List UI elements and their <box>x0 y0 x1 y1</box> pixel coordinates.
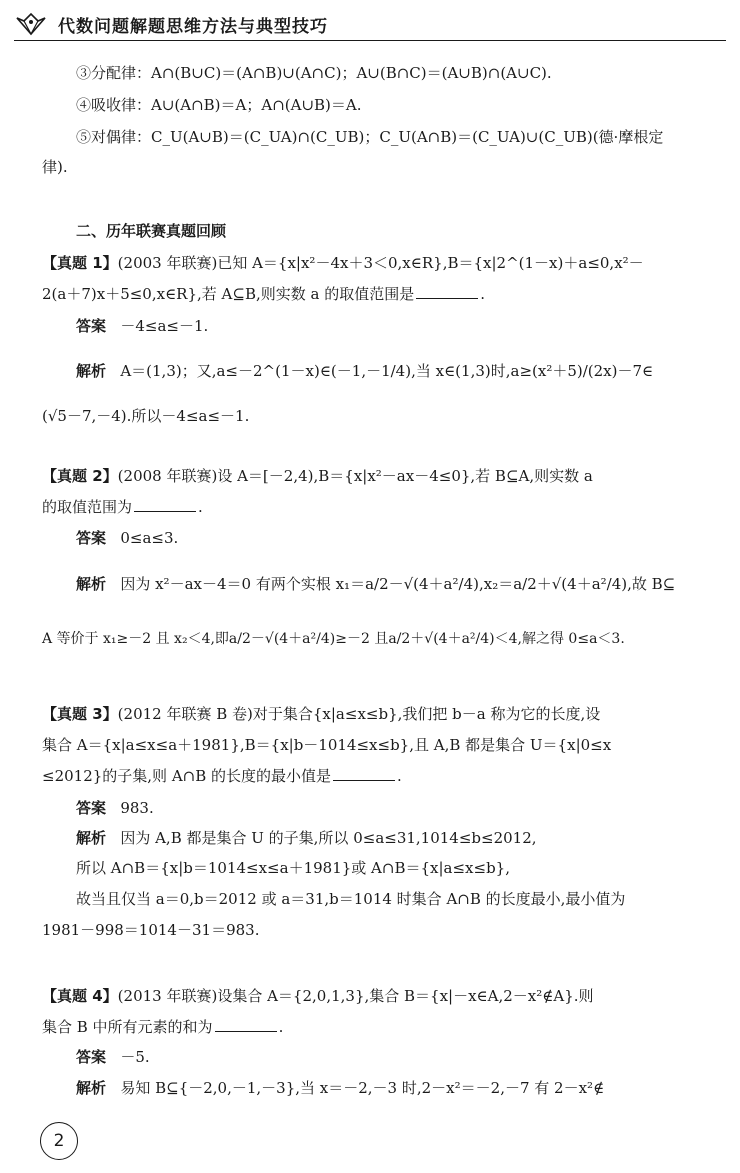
problem-1-line-1: 【真题 1】(2003 年联赛)已知 A＝{x|x²－4x＋3＜0,x∈R},B＝{x|2^(1－x)＋a≤0,x²－ <box>42 254 644 272</box>
problem-2-analysis-1: 解析 因为 x²－ax－4＝0 有两个实根 x₁＝a/2－√(4＋a²/4),x₂＝a/2＋√(4＋a²/4),故 B⊆ <box>76 575 676 593</box>
problem-4-line-1: 【真题 4】(2013 年联赛)设集合 A＝{2,0,1,3},集合 B＝{x|－x∈A,2－x²∉A}.则 <box>42 987 594 1005</box>
problem-3-tag: 【真题 3】 <box>42 705 118 723</box>
law-absorption: ④吸收律：A∪(A∩B)＝A；A∩(A∪B)＝A. <box>76 96 362 114</box>
problem-2-answer: 答案 0≤a≤3. <box>76 529 179 547</box>
problem-3-analysis-2: 所以 A∩B＝{x|b＝1014≤x≤a＋1981}或 A∩B＝{x|a≤x≤b}, <box>76 859 510 877</box>
problem-4-line-2: 集合 B 中所有元素的和为 . <box>42 1018 284 1036</box>
problem-1-analysis-1: 解析 A＝(1,3)；又,a≤－2^(1－x)∈(－1,－1/4),当 x∈(1,3)时,a≥(x²＋5)/(2x)－7∈ <box>76 362 654 380</box>
law-duality-cont: 律). <box>42 158 68 176</box>
problem-1-analysis-2: (√5－7,－4).所以－4≤a≤－1. <box>42 407 250 425</box>
problem-2-line-1: 【真题 2】(2008 年联赛)设 A＝[－2,4),B＝{x|x²－ax－4≤0},若 B⊆A,则实数 a <box>42 467 593 485</box>
problem-1-tag: 【真题 1】 <box>42 254 118 272</box>
page-header <box>14 10 726 41</box>
problem-2-line-2: 的取值范围为 . <box>42 498 203 516</box>
problem-3-line-1: 【真题 3】(2012 年联赛 B 卷)对于集合{x|a≤x≤b},我们把 b－a 称为它的长度,设 <box>42 705 601 723</box>
answer-blank <box>416 284 478 299</box>
book-title: 代数问题解题思维方法与典型技巧 <box>58 17 328 37</box>
answer-blank <box>134 497 196 512</box>
law-distributive: ③分配律：A∩(B∪C)＝(A∩B)∪(A∩C)；A∪(B∩C)＝(A∪B)∩(A∪C). <box>76 64 552 82</box>
answer-blank <box>333 766 395 781</box>
page-number: 2 <box>40 1122 78 1160</box>
problem-2-analysis-2: A 等价于 x₁≥－2 且 x₂＜4,即a/2－√(4＋a²/4)≥－2 且a/2＋√(4＋a²/4)＜4,解之得 0≤a＜3. <box>42 631 625 647</box>
section-title: 二、历年联赛真题回顾 <box>76 222 227 240</box>
problem-3-analysis-3: 故当且仅当 a＝0,b＝2012 或 a＝31,b＝1014 时集合 A∩B 的长度最小,最小值为 <box>76 890 626 908</box>
law-duality: ⑤对偶律：C_U(A∪B)＝(C_UA)∩(C_UB)；C_U(A∩B)＝(C_UA)∪(C_UB)(德·摩根定 <box>76 128 664 146</box>
problem-4-analysis-1: 解析 易知 B⊆{－2,0,－1,－3},当 x＝－2,－3 时,2－x²＝－2,－7 有 2－x²∉ <box>76 1079 605 1097</box>
problem-1-answer: 答案 －4≤a≤－1. <box>76 317 209 335</box>
problem-4-answer: 答案 －5. <box>76 1048 150 1066</box>
problem-2-tag: 【真题 2】 <box>42 467 118 485</box>
answer-blank <box>215 1017 277 1032</box>
problem-3-line-3: ≤2012}的子集,则 A∩B 的长度的最小值是 . <box>42 767 402 785</box>
problem-4-tag: 【真题 4】 <box>42 987 118 1005</box>
book-logo-icon <box>14 10 48 38</box>
problem-3-analysis-4: 1981－998＝1014－31＝983. <box>42 921 260 939</box>
problem-1-line-2: 2(a＋7)x＋5≤0,x∈R},若 A⊆B,则实数 a 的取值范围是 . <box>42 285 486 303</box>
problem-3-analysis-1: 解析 因为 A,B 都是集合 U 的子集,所以 0≤a≤31,1014≤b≤2012, <box>76 829 537 847</box>
problem-3-answer: 答案 983. <box>76 799 154 817</box>
problem-3-line-2: 集合 A＝{x|a≤x≤a＋1981},B＝{x|b－1014≤x≤b},且 A,B 都是集合 U＝{x|0≤x <box>42 736 612 754</box>
